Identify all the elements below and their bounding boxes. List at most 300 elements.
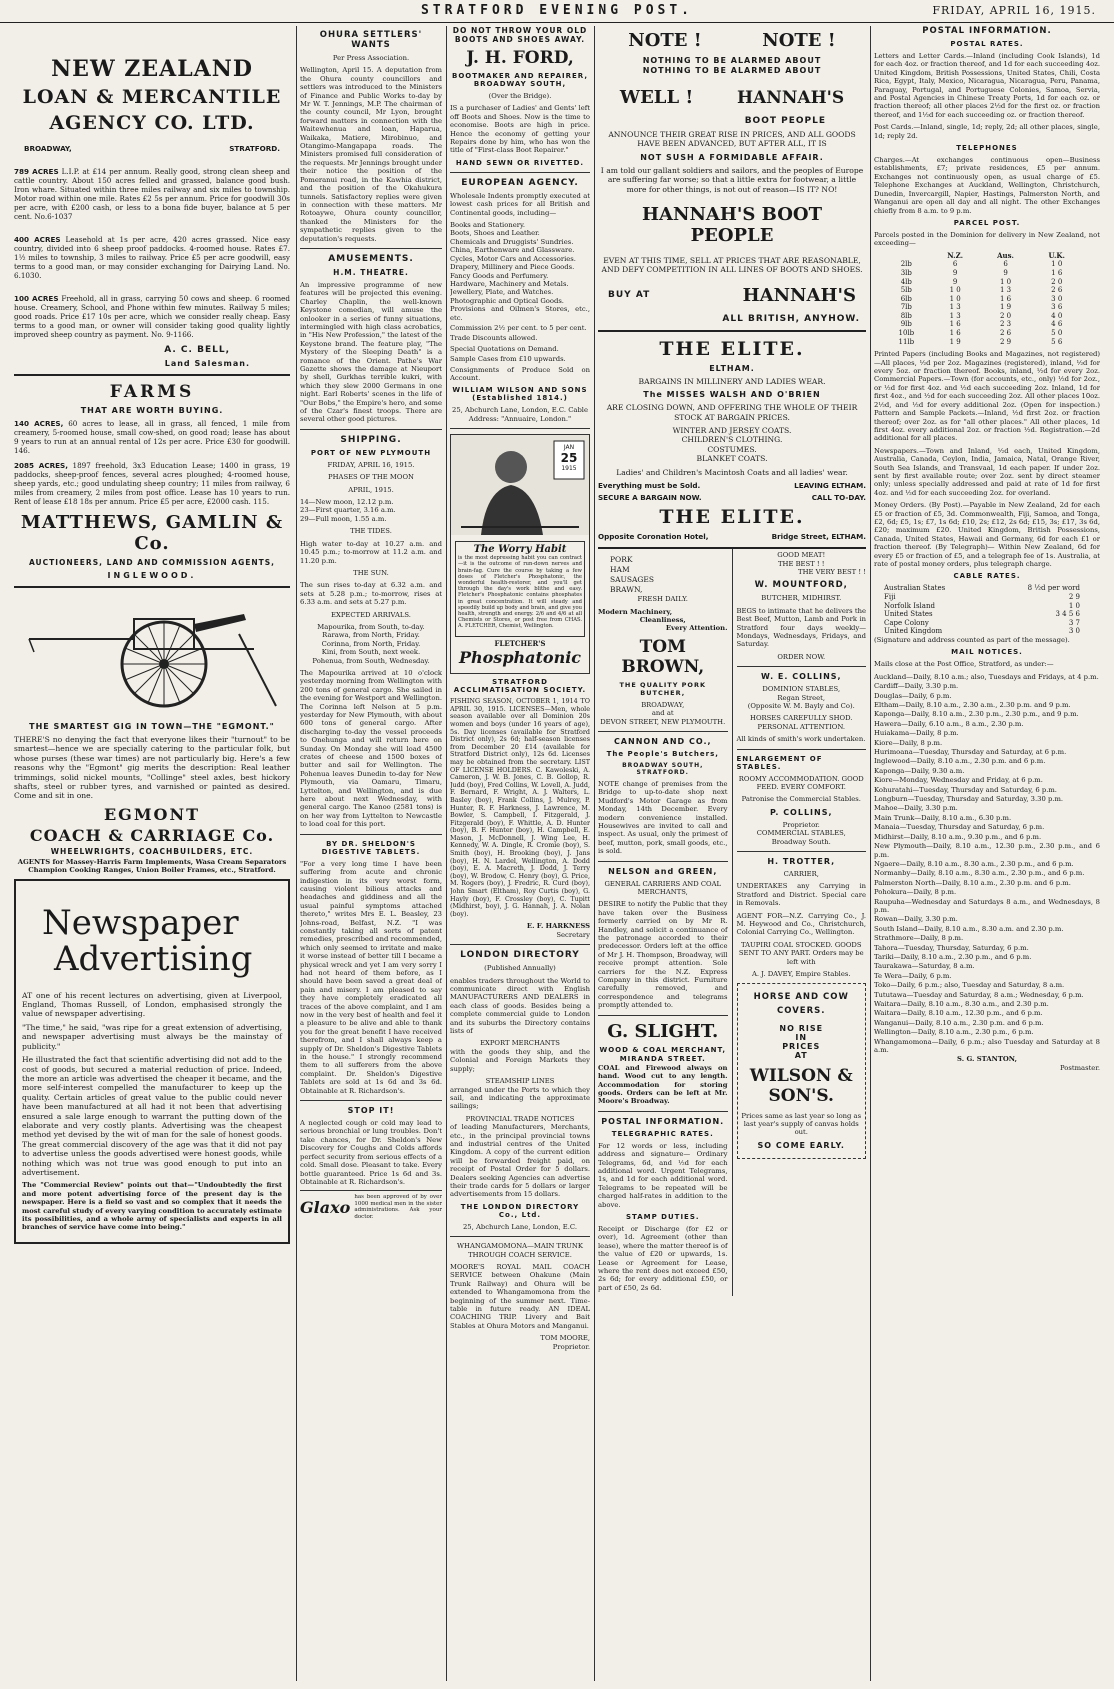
calendar: JAN 25 1915 — [560, 444, 578, 473]
arrival: Kini, from South, next week. — [321, 648, 421, 657]
parcel-cell: 4lb — [900, 277, 912, 286]
cable-place: United States — [884, 610, 933, 619]
parcel-cell: 3lb — [900, 268, 912, 277]
column-rule — [594, 26, 595, 1681]
egmont-trade: WHEELWRIGHTS, COACHBUILDERS, ETC. — [50, 846, 254, 856]
parcel-cell: 9 — [952, 268, 958, 277]
parcel-row — [882, 312, 1082, 321]
cable-rate: 3 0 — [1068, 627, 1080, 636]
parcel-cell: 1 3 — [949, 303, 961, 312]
eu-good-item: Boots, Shoes and Leather. — [450, 229, 540, 238]
postcards: Post Cards.—Inland, single, 1d; reply, 2d; all other places, single, 1d; reply 2d. — [874, 123, 1100, 140]
column-rule — [446, 26, 447, 1681]
letters: Letters and Letter Cards.—Inland (including Cook Islands), 1d for each 4oz. or fraction thereof, and 1d for each succeeding 4oz. United Kingdom, British Possessions, United States, Chili, Costa Rica, Egypt, Italy, Mexico, Nicaragua, Nicaragua, Peru, Panama, Paraguay, Portugal, and Portuguese Colonies, Samoa, Servia, and Postal Agencies in Chinese Treaty Ports, 1d for each oz. or fraction thereof; all other places 2½d for the first oz. or fraction thereof, and 1½d for each succeeding oz. or fraction thereof. — [874, 52, 1100, 119]
wh-role: Proprietor. — [552, 1342, 590, 1351]
listing: 100 ACRES Freehold, all in grass, carrying 50 cows and sheep. 6 roomed house. Creamery, School, and Phone within few minutes. Railway 5 miles; good roads. Price £17 10s per acre, which we consider really cheap. Easy terms to a good man, or owner will consider taking good quality lightly improved sheep country as payment. No. 9-1166. — [14, 294, 290, 339]
mail-item: Huiakama—Daily, 8 p.m. — [874, 729, 959, 738]
postal-rates: POSTAL RATES. — [950, 40, 1024, 48]
elite-2: THE ELITE. — [659, 506, 805, 529]
parcel-cell: 4 0 — [1051, 311, 1063, 320]
mail-item: Waitara—Daily, 8.10 a.m., 12.30 p.m., and 6 p.m. — [874, 1009, 1043, 1018]
amuse-sub: H.M. THEATRE. — [333, 267, 409, 277]
col4-right — [733, 549, 867, 1296]
cable-row — [882, 593, 1082, 602]
news: Newspapers.—Town and Inland, ½d each, United Kingdom, Australia, Canada, Ceylon, India, Jamaica, Natal, Orange River, South Sea Islands, and Transvaal, 1d each paper. If under 2oz. sent by first available route; over 2oz. sent by direct steamer only; unless specially addressed and paid at rate of 1d for first 4oz. and ½d for each succeeding 2oz. for overland. — [874, 446, 1100, 497]
sun-title: THE SUN. — [353, 568, 389, 577]
worry-brand: FLETCHER'S — [494, 638, 546, 648]
parcel-row — [882, 295, 1082, 304]
eu-term-item: Consignments of Produce Sold on Account. — [450, 365, 590, 382]
glaxo-logo: Glaxo — [300, 1197, 351, 1217]
mail-item: Kohuratahi—Tuesday, Thursday and Saturday, 6 p.m. — [874, 785, 1057, 794]
cable-place: Norfolk Island — [884, 601, 935, 610]
tele-text: For 12 words or less, including address and signature— Ordinary Telegrams, 6d, and ½d for each additional word. Urgent Telegrams, 1s, and 1d for each additional word. Telegrams to be repeated will be charged half-rates in addition to the above. — [598, 1141, 728, 1209]
newspaper-advertising-box — [14, 879, 290, 1244]
parcel-cell: 6 — [1003, 260, 1008, 269]
mail-item: Inglewood—Daily, 8.10 a.m., 2.30 p.m. and 6 p.m. — [874, 757, 1046, 766]
ship-title: SHIPPING. — [340, 434, 402, 445]
wilson-box — [737, 983, 867, 1159]
hbp: HANNAH'S BOOT PEOPLE — [642, 204, 822, 247]
ford-text: IS a purchaser of Ladies' and Gents' left off Boots and Shoes. Now is the time to economise. Boots are high in price. Hence the economy of getting your Repairs done by him, who has won the title of "First-class Boot Repairer." — [450, 104, 590, 155]
listing: 140 ACRES, 60 acres to lease, all in grass, all fenced, 1 mile from creamery, 5-roomed house, small cow-shed, on good road; lease has about 9 years to run at an annual rental of 12s per acre. Price £30 for goodwill. 146. — [14, 419, 290, 455]
mail-item: Auckland—Daily, 8.10 a.m.; also, Tuesdays and Fridays, at 4 p.m. — [874, 672, 1099, 681]
mail-item: New Plymouth—Daily, 8.10 a.m., 12.30 p.m., 2.30 p.m., and 6 p.m. — [874, 842, 1100, 859]
parcel-cell: 2lb — [900, 260, 912, 269]
hannahs-2: HANNAH'S — [742, 284, 856, 306]
mail-item: Strathmore—Daily, 8 p.m. — [874, 934, 964, 943]
eu-good-item: Fancy Goods and Perfumery. — [450, 271, 549, 280]
mail-item: Manaia—Tuesday, Thursday and Saturday, 6 p.m. — [874, 823, 1045, 832]
moon-item: 23—First quarter, 3.16 a.m. — [300, 506, 396, 515]
even: EVEN AT THIS TIME, SELL AT PRICES THAT ARE REASONABLE, AND DEFY COMPETITION IN ALL LINES OF BOOTS AND SHOES. — [601, 256, 863, 275]
same: Prices same as last year so long as last year's supply of canvas holds out. — [741, 1111, 862, 1137]
parcel-cell: 7lb — [900, 303, 912, 312]
bargains: BARGAINS IN MILLINERY AND LADIES WEAR. — [638, 376, 826, 386]
cable-row — [882, 610, 1082, 619]
na-title-2: Advertising — [54, 938, 253, 979]
parcel-cell: 9 — [952, 277, 958, 286]
trotter: H. TROTTER, — [767, 857, 836, 867]
note-2: NOTE ! — [762, 30, 836, 51]
ship-date: FRIDAY, APRIL 16, 1915. — [327, 460, 415, 469]
moon-title: PHASES OF THE MOON — [328, 473, 414, 482]
smith: All kinds of smith's work undertaken. — [736, 735, 866, 744]
arrival: Mapourika, from South, to-day. — [317, 622, 425, 631]
mail-item: Wellington—Daily, 8.10 a.m., 2.30 p.m., 6 p.m. — [874, 1028, 1034, 1037]
masthead-title: STRATFORD EVENING POST. — [420, 3, 693, 18]
eu-good-item: Drapery, Millinery and Piece Goods. — [450, 263, 575, 272]
eu-terms-list — [450, 324, 590, 382]
eu-good-item: Jewellery, Plate, and Watches. — [450, 288, 554, 297]
parcel-row — [882, 260, 1082, 269]
no-rise: NO RISE — [779, 1023, 824, 1033]
parcel-row — [882, 338, 1082, 347]
taupiri: TAUPIRI COAL STOCKED. GOODS SENT TO ANY PART. Orders may be left with — [738, 940, 864, 966]
wh-text: MOORE'S ROYAL MAIL COACH SERVICE between Ohakune (Main Trunk Railway) and Ohura will be extended to Whangamomona from the beginning of the summer next. Time-table in future ready. AN IDEAL COACHING TRIP. Livery and Bait Stables at Ohura Motors and Manganui. — [450, 1263, 590, 1330]
mail-intro: Mails close at the Post Office, Stratford, as under:— — [874, 660, 1054, 669]
wh-sign: TOM MOORE, — [540, 1334, 590, 1343]
listing: 400 ACRES Leasehold at 1s per acre, 420 acres grassed. Nice easy country, divided into 6 sheep proof paddocks. 4-roomed house. Rates £7. 1½ miles to township, 3 miles to railway. Price £5 per acre goodwill, easy terms to a good man, or may consider exchanging for Dairying Land. No. 6.1030. — [14, 235, 290, 280]
macintosh: Ladies' and Children's Macintosh Coats and all ladies' wear. — [616, 467, 848, 477]
parcel-cell: 1 6 — [999, 294, 1012, 303]
at: AT — [794, 1050, 808, 1060]
parcel-row — [882, 320, 1082, 329]
slight: G. SLIGHT. — [607, 1020, 719, 1042]
acc-title: STRATFORD ACCLIMATISATION SOCIETY. — [453, 678, 587, 695]
parcel-cell: 6 — [952, 260, 958, 269]
mail-item: Rowan—Daily, 3.30 p.m. — [874, 915, 958, 924]
best-1: THE BEST ! ! — [777, 559, 825, 568]
eu-good-item: Books and Stationery. — [450, 221, 526, 230]
cable-place: Fiji — [884, 593, 896, 601]
amuse-title: AMUSEMENTS. — [328, 253, 414, 264]
cable-place: Cape Colony — [884, 618, 929, 627]
mail-item: Wanganui—Daily, 8.10 a.m., 2.30 p.m. and 6 p.m. — [874, 1018, 1044, 1027]
agent: AGENT FOR—N.Z. Carrying Co., J. M. Heywood and Co., Christchurch, Colonial Carrying Co., Wellington. — [736, 911, 866, 937]
mail-item: Ngaere—Daily, 8.10 a.m., 8.30 a.m., 2.30 p.m., and 6 p.m. — [874, 859, 1074, 868]
parcel-cell: 9 — [1003, 268, 1008, 277]
column-3 — [450, 26, 590, 1676]
all-british: ALL BRITISH, ANYHOW. — [722, 313, 860, 324]
coat-item: CHILDREN'S CLOTHING. — [681, 435, 783, 445]
throw-title: DO NOT THROW YOUR OLD BOOTS AND SHOES AWAY. — [452, 26, 588, 44]
parcel-cell: 2 6 — [1051, 286, 1063, 295]
note-sub-1: NOTHING TO BE ALARMED ABOUT — [642, 56, 822, 65]
parcel-table — [882, 252, 1082, 347]
eu-term-item: Commission 2½ per cent. to 5 per cent. — [450, 323, 587, 332]
mail-item: Kiore—Daily, 8 p.m. — [874, 738, 943, 747]
eu-addr: 25, Abchurch Lane, London, E.C. Cable Address: "Annuaire, London." — [452, 406, 588, 423]
parcel-header-row — [882, 252, 1082, 261]
sheldon-text: "For a very long time I have been suffering from acute and chronic indigestion in its very worst form, causing violent bilious attacks and headaches and giddiness and all the usual painful symptoms attached thereto," writes Mrs E. L. Beasley, 23 Johns-road, Belfast, N.Z. "I was constantly taking all sorts of patent remedies, prescribed and recommended, which only seemed to irritate and make it worse instead of better till I became a physical wreck and yet I am very sorry I had not heard of them before, as I should have been saved a great deal of pain and misery. I am pleased to say they have completely eradicated all traces of the above complaint, and I am now in the very best of health and feel it a pleasure to be alive and able to thank you for the great benefit I have received therefrom, and I shall always keep a supply of Dr. Sheldon's Digestive Tablets in the house." I strongly recommend them to all sufferers from the above complaint. Dr. Sheldon's Digestive Tablets are sold at 1s 6d and 3s 6d. Obtainable at R. Richardson's. — [300, 859, 442, 1095]
mail-item: Palmerston North—Daily, 8.10 a.m., 2.30 p.m. and 6 p.m. — [874, 878, 1071, 887]
parcel-cell: 1 6 — [949, 329, 961, 338]
nz-title-1: NEW ZEALAND — [51, 56, 253, 82]
acc-sign: E. F. HARKNESS — [526, 922, 590, 931]
nz-title-2: LOAN & MERCANTILE — [22, 86, 282, 108]
not-sush: NOT SUSH A FORMIDABLE AFFAIR. — [640, 152, 824, 162]
parcel-cell: 5 0 — [1051, 329, 1063, 338]
ford-sewn: HAND SEWN OR RIVETTED. — [455, 158, 585, 167]
cable-row — [882, 627, 1082, 636]
column-rule — [296, 26, 297, 1681]
column-5 — [874, 26, 1100, 1676]
mail-item: Mahoe—Daily, 3.30 p.m. — [874, 804, 958, 813]
na-para: The "Commercial Review" points out that—"Undoubtedly the first and more potent advertising force of the present day is the newspaper. Here is a field so vast and so complex that it needs the most careful study of every varying condition to accurately estimate its possibilities, and a whole army of specialists and experts in all branches of service have come into being." — [22, 1181, 282, 1232]
ng: NELSON and GREEN, — [608, 866, 718, 876]
phosphatonic-ad — [450, 434, 590, 674]
misses: The MISSES WALSH AND O'BRIEN — [643, 390, 821, 400]
ford-bridge: (Over the Bridge). — [488, 92, 552, 100]
farms-title: FARMS — [109, 382, 195, 402]
davey: A. J. DAVEY, Empire Stables. — [751, 970, 851, 979]
cable-rate: 2 9 — [1068, 593, 1080, 601]
mail-item: Kaponga—Daily, 9.30 a.m. — [874, 766, 965, 775]
nz-title-3: AGENCY CO. LTD. — [49, 112, 255, 134]
prices: PRICES — [782, 1041, 821, 1051]
ld-prov-text: of leading Manufacturers, Merchants, etc., in the principal provincial towns and industrial centres of the United Kingdom. A copy of the current edition will be forwarded freight paid, on receipt of Postal Order for 5 dollars. Dealers seeking Agencies can advertise their trade cards for 5 dollars or larger advertisements from 15 dollars. — [450, 1123, 590, 1199]
signer: A. C. BELL, — [164, 345, 230, 355]
tele-text: Charges.—At exchanges continuous open—Business establishments, £7; private residences, £5 per annum. Exchanges not continuously open, as usual charge of £5. Telephone Exchanges at Auckland, Wellington, Christchurch, Dunedin, Invercargill, Napier, Hastings, Palmerston North, and Wanganui are open all day and all night. The other Exchanges chiefly from 8 a.m. to 9 p.m. — [874, 156, 1100, 215]
ld-title: LONDON DIRECTORY — [460, 950, 580, 961]
cable-row — [882, 584, 1082, 593]
masthead-date: FRIDAY, APRIL 16, 1915. — [932, 4, 1096, 17]
cable-rate: 1 0 — [1068, 601, 1080, 610]
ford-sub: BOOTMAKER AND REPAIRER, BROADWAY SOUTH, — [452, 72, 588, 88]
parcel-cell: 3 0 — [1051, 294, 1063, 303]
eu-term-item: Special Quotations on Demand. — [450, 344, 559, 353]
egmont-title: EGMONT — [103, 804, 201, 824]
stop-title: STOP IT! — [347, 1106, 395, 1116]
tele-rates: TELEGRAPHIC RATES. — [611, 1129, 714, 1138]
parcel-cell: 1 3 — [949, 311, 961, 320]
tom-brown: TOM BROWN, — [621, 636, 705, 677]
coat-item: WINTER AND JERSEY COATS. — [672, 426, 792, 436]
ld-pub: (Published Annually) — [484, 964, 556, 973]
eu-good-item: Chemicals and Druggists' Sundries. — [450, 237, 574, 246]
mail-item: Douglas—Daily, 6 p.m. — [874, 691, 952, 700]
parcel-cell: 1 0 — [1051, 260, 1063, 269]
regan: Regan Street, — [777, 693, 826, 702]
carrier: CARRIER, — [783, 870, 819, 879]
parcel-row — [882, 278, 1082, 287]
bridge-st: Bridge Street, ELTHAM. — [771, 532, 866, 542]
glaxo-text: has been approved of by over 1000 medical men in the sister administrations. Ask your doctor. — [354, 1194, 442, 1220]
enlarge: ENLARGEMENT OF STABLES. — [736, 754, 823, 771]
mail: MAIL NOTICES. — [951, 648, 1023, 657]
gig-illustration — [14, 594, 290, 714]
parcel-cell: 9lb — [900, 320, 912, 329]
mail-item: Taurakawa—Saturday, 8 a.m. — [874, 962, 975, 971]
mail-item: Cardiff—Daily, 3.30 p.m. — [874, 682, 959, 691]
arr-title: EXPECTED ARRIVALS. — [331, 610, 411, 619]
mail-item: Eltham—Daily, 8.10 a.m., 2.30 a.m., 2.30 p.m. and 9 p.m. — [874, 701, 1071, 709]
comm: COMMERCIAL STABLES, — [756, 829, 846, 838]
note-1: NOTE ! — [628, 30, 702, 51]
column-4 — [598, 26, 866, 1676]
eu-good-item: Provisions and Oilmen's Stores, etc., etc. — [450, 305, 590, 322]
tides-title: THE TIDES. — [350, 527, 392, 536]
column-1 — [14, 26, 290, 1676]
ng-text: DESIRE to notify the Public that they have taken over the Business formerly carried on by Mr R. Handley, and solicit a continuance of the patronage accorded to their predecessor. Orders left at the office of Mr J. H. Thompson, Broadway, will receive prompt attention. Sole carriers for the N.Z. Express Company in this district. Furniture carefully removed, and correspondence and telegrams promptly attended to. — [598, 900, 728, 1010]
cannon-text: NOTE change of premises from the Bridge to up-to-date shop next Mudford's Motor Garage as from Monday, 14th December. Every modern convenience installed. Housewives are invited to call and inspect. As usual, only the primest of beef, mutton, pork, small goods, etc., is sold. — [598, 779, 728, 856]
farms-sub: THAT ARE WORTH BUYING. — [80, 406, 224, 415]
cable-rate: 3 4 5 6 — [1055, 610, 1080, 619]
parcel-row — [882, 303, 1082, 312]
gig-text: THERE'S no denying the fact that everyone likes their "turnout" to be smartest—hence we are specially catering to the particular folk, but whose purses (these war times) are not particularly big. Here's a few reasons why the "Egmont" gig merits the description: Real leather trimmings, solid nickel mounts, "Collinge" steel axles, best hickory shafts, steel or rubber tyres, and varnished or painted as desired. Come and sit in one. — [14, 735, 290, 801]
prop: Proprietor. — [782, 820, 820, 829]
column-rule — [870, 26, 871, 1681]
dom-stables: DOMINION STABLES, — [762, 685, 841, 694]
ohura-by: Per Press Association. — [332, 54, 410, 62]
egmont-agents: AGENTS for Massey-Harris Farm Implements, Wasa Cream Separators Champion Cooking Ranges, Union Boiler Frames, etc., Stratford. — [17, 857, 287, 875]
na-para: "The time," he said, "was ripe for a great extension of advertising, and newspaper advertising must always be the mainstay of publicity." — [22, 1022, 282, 1051]
cable-place: Australian States — [884, 584, 946, 593]
mail-item: Normanby—Daily, 8.10 a.m., 8.30 a.m., 2.30 p.m., and 6 p.m. — [874, 869, 1085, 878]
in: IN — [795, 1032, 808, 1042]
cable-table — [882, 584, 1082, 636]
parcel-cell: 10lb — [898, 329, 915, 338]
eu-good-item: China, Earthenware and Glassware. — [450, 246, 575, 255]
na-para: He illustrated the fact that scientific advertising did not add to the cost of goods, but secured a material reduction of price. Indeed, the more an article was advertised the cheaper it became, and the more self-interest compelled the manufacturer to keep up the quality. Certain articles of great value to the public could never have been manufactured at all had it not been that advertising ensured a sale large enough to warrant the putting down of the elaborate and very costly plants. Advertising was the cheapest method yet devised by the wit of man for the sale of honest goods. The great commercial discovery of the age was that it did not pay to advertise unless the goods advertised were honest goods, while nothing which was not true was good enough to put into an advertisement. — [22, 1055, 282, 1177]
collins: W. E. COLLINS, — [760, 672, 842, 682]
mountford: W. MOUNTFORD, — [754, 580, 848, 591]
arrival: Corinna, from North, Friday. — [321, 639, 421, 648]
parcel-cell: 2 0 — [999, 311, 1012, 320]
ford-title: J. H. FORD, — [466, 48, 574, 68]
tom-sub: THE QUALITY PORK BUTCHER, — [619, 680, 706, 697]
parcel-text: Parcels posted in the Dominion for delivery in New Zealand, not exceeding— — [874, 230, 1100, 248]
cable-row — [882, 619, 1082, 628]
gig-head: THE SMARTEST GIG IN TOWN—THE "EGMONT." — [29, 722, 275, 731]
opp: (Opposite W. M. Bayly and Co). — [747, 701, 855, 710]
bsouth: Broadway South. — [771, 837, 831, 846]
mail-item: Tututawa—Tuesday and Saturday, 8 a.m.; Wednesday, 6 p.m. — [874, 990, 1084, 999]
telephone: TELEPHONES — [956, 144, 1018, 153]
ld-prov: PROVINCIAL TRADE NOTICES — [465, 1114, 575, 1123]
ld-addr: 25, Abchurch Lane, London, E.C. — [462, 1222, 578, 1231]
amuse-text: An impressive programme of new features will be projected this evening. Charley Chaplin, the well-known Keystone comedian, will amuse the onlooker in a series of funny situations, intermingled with high class acrobatics, in "His New Profession," the latest of the Keystone brand. The feature play, "The Mystery of the Sleeping Death" is a romance of the Orient. Pathe's War Gazette shows the damage at Nieuport by shell, Gurkhas terrible kukri, with which they slew 2000 Germans in one night. Earl Roberts' scenes in the life of "Our Bobs," the Empire's hero, and some of the Czar's finest troops. There are several other good pictures. — [300, 280, 442, 424]
acc-text: FISHING SEASON, OCTOBER 1, 1914 TO APRIL 30, 1915. LICENSES—Men, whole season available over all Dominion 20s women and boys (under 16 years of age), 5s. Day licenses (available for Stratford District only), 2s 6d; half-season licenses from December 20 £14 (available for Stratford District only), 12s 6d. Licenses may be obtained from the secretary. LIST OF LICENSE HOLDERS. C. Kawoleski, A. Cameron, J. W. B. Jones, C. B. Gollop, R. Judd (boy), Fred Collins, W. Lovell, A. Judd, F. Bernard, F. Wright, A. J. Walters, L. Basley (boy), Frank Collins, J. Mulrey, P. Hunter, R. F. Harkness, J. Lawrence, M. Bowler, S. Campbell, I. Fitzgerald, J. Fitzgerald (boy), F. Whittle, A. D. Hunter (boy), B. F. Hunter (boy), H. Campbell, E. Mason, J. McDonnell, J. Wing Lee, H. Kennedy, W. A. Dingle, R. Cromie (boy), S. Smith (boy), H. Brooking (boy), J. Jans (boy), H. N. Lardel, Wellington, A. Dodd (boy), E. A. Macreth, J. Dodd, J. Terry (boy), W. Brodow, C. Henry (boy), G. Price, M. Rogers (boy), J. Fredric, R. Curd (boy), John Smart (Eltham), Roy Curtis (boy), G. Hayly (boy), F. Crossley (boy), C. Tupitt (Midhirst, boy), J. G. Hannah, J. A. Nolan (boy). — [450, 697, 590, 918]
postal-title: POSTAL INFORMATION. — [922, 26, 1052, 36]
na-title-1: Newspaper — [42, 902, 239, 943]
mg-town: INGLEWOOD. — [107, 571, 197, 580]
mail-list — [874, 673, 1100, 1055]
mail-item: Kiore—Monday, Wednesday and Friday, at 6 p.m. — [874, 776, 1043, 785]
tom-bw: BROADWAY, — [641, 700, 685, 709]
stamp: STAMP DUTIES. — [625, 1212, 700, 1221]
mail-item: Tahora—Tuesday, Thursday, Saturday, 6 p.m. — [874, 943, 1029, 952]
parcel-header-cell: U.K. — [1048, 250, 1065, 260]
announce: ANNOUNCE THEIR GREAT RISE IN PRICES, AND ALL GOODS HAVE BEEN ADVANCED, BUT AFTER ALL, IT IS — [608, 130, 856, 149]
covers: COVERS. — [776, 1005, 826, 1016]
parcel-cell: 1 6 — [1051, 268, 1063, 277]
best-2: THE VERY BEST ! ! — [798, 567, 866, 576]
fresh: FRESH DAILY. — [637, 595, 688, 604]
cable: CABLE RATES. — [953, 572, 1021, 581]
ld-co: THE LONDON DIRECTORY Co., Ltd. — [460, 1202, 580, 1219]
worry-title: The Worry Habit — [473, 544, 567, 556]
acc-role: Secretary — [556, 930, 590, 939]
arrival: Rarawa, from North, Friday. — [322, 631, 420, 640]
coat-item: COSTUMES. — [707, 444, 757, 454]
mail-sign: S. G. STANTON, — [957, 1055, 1017, 1064]
eltham: ELTHAM. — [709, 363, 755, 373]
leaving: LEAVING ELTHAM. — [794, 481, 866, 491]
parcel-cell: 2 0 — [1051, 277, 1063, 286]
mail-item: Hawera—Daily, 6.10 a.m., 8 a.m., 2.30 p.m. — [874, 719, 1024, 728]
parcel-cell: 1 6 — [949, 320, 961, 329]
sold: Everything must be Sold. — [598, 481, 701, 491]
moon-item: 14—New moon, 12.12 p.m. — [300, 498, 394, 507]
trotter-text: UNDERTAKES any Carrying in Stratford and District. Special care in Removals. — [736, 882, 866, 908]
column-2 — [300, 26, 442, 1676]
mail-item: Longburn—Tuesday, Thursday and Saturday, 3.30 p.m. — [874, 795, 1064, 804]
worry-box — [455, 541, 585, 636]
tom-and: and at — [651, 709, 674, 718]
mg-sub: AUCTIONEERS, LAND AND COMMISSION AGENTS, — [28, 558, 276, 567]
slight-text: COAL and Firewood always on hand. Wood cut to any length. Accommodation for storing goods. Orders can be left at Mr. Moore's Broadway. — [598, 1063, 728, 1106]
egmont-co: COACH & CARRIAGE Co. — [29, 825, 275, 845]
stamp-text: Receipt or Discharge (for £2 or over), 1d. Agreement (other than lease), where the matter thereof is of the value of £20 or upwards, 1s. Lease or Agreement for Lease, where the rent does not exceed £50, 2s 6d; for every additional £50, or part of £50, 2s 6d. — [598, 1224, 728, 1292]
parcel-cell: 2 9 — [999, 337, 1012, 346]
parcel-cell: 3 6 — [1051, 303, 1063, 312]
parcel-cell: 2 6 — [999, 329, 1012, 338]
eu-good-item: Cycles, Motor Cars and Accessories. — [450, 254, 576, 263]
eu-text: Wholesale Indents promptly executed at lowest cash prices for all British and Continental goods, including— — [450, 191, 590, 217]
ohura-title: OHURA SETTLERS' WANTS — [319, 30, 423, 50]
tides-text: High water to-day at 10.27 a.m. and 10.45 p.m.; to-morrow at 11.2 a.m. and 11.20 p.m. — [300, 539, 442, 565]
mail-item: Toko—Daily, 6 p.m.; also, Tuesday and Saturday, 8 a.m. — [874, 981, 1065, 990]
horses: HORSES CAREFULLY SHOD. PERSONAL ATTENTION. — [750, 714, 853, 731]
moon-item: 29—Full moon, 1.55 a.m. — [300, 514, 387, 523]
mail-item: Kaponga—Daily, 8.10 a.m., 2.30 p.m., 2.30 p.m., and 9 p.m. — [874, 710, 1079, 719]
sun-text: The sun rises to-day at 6.32 a.m. and sets at 5.28 p.m.; to-morrow, rises at 6.33 a.m. and sets at 5.27 p.m. — [300, 581, 442, 607]
told: I am told our gallant soldiers and sailors, and the peoples of Europe are suffering far worse; so that a little extra for footwear, a little more for other things, is not out of reason—IS IT? NO! — [600, 165, 864, 194]
cable-rate: 3 7 — [1068, 618, 1080, 627]
nz-right: STRATFORD. — [229, 144, 280, 153]
ng-sub: GENERAL CARRIERS AND COAL MERCHANTS, — [604, 879, 722, 896]
parcel-cell: 1 9 — [999, 303, 1012, 312]
printed: Printed Papers (including Books and Magazines, not registered)—All places, ½d per 2oz. Magazines (registered), inland, ½d for every 5oz. or fraction thereof. Books, inland, ½d for every 2oz. Commercial Papers.—Town (for accounts, etc., only) ½d for 2oz., or ½d for first 4oz. and ½d each succeeding 2oz. Inland, 1d for first 4oz., and ½d for each succeeding 2oz. All other places 10oz. 2½d, and ½d for every additional 2oz. (Open for inspection.) Pattern and Sample Packets.—Inland, ½d first 2oz. or fraction thereof; over 2oz. as for "all other places." All other places, 1d first 4oz. every additional 2oz. or fraction ½d. Registration.—2d additional for all places. — [874, 350, 1100, 443]
mail-item: Hurimoana—Tuesday, Thursday and Saturday, at 6 p.m. — [874, 748, 1067, 757]
parcel-header-cell — [882, 252, 931, 261]
nz-left: BROADWAY, — [24, 144, 72, 153]
order: ORDER NOW. — [777, 652, 826, 661]
ship-news: The Mapourika arrived at 10 o'clock yesterday morning from Wellington with 200 tons of general cargo. She sailed in the evening for Westport and Wellington. The Corinna left Nelson at 5 p.m. yesterday for New Plymouth, with about 600 tons of general cargo. After discharging to-day the vessel proceeds to Onehunga and will return here on Sunday. On Monday she will load 4500 crates of cheese and 1500 boxes of butter and sail for Wellington. The Pohenua leaves Dunedin to-day for New Plymouth, via Oamaru, Timaru, Lyttelton, and Wellington, and is due here about next Wednesday, with general cargo. The Kanoo (2581 tons) is on her way from Lyttelton to Newcastle to load coal for this port. — [300, 668, 442, 829]
attention: Every Attention. — [665, 624, 728, 633]
col4-left — [598, 549, 733, 1296]
mail-item: Pohokura—Daily, 8 p.m. — [874, 888, 957, 897]
call: CALL TO-DAY. — [811, 493, 866, 503]
horse-cow: HORSE AND COW — [753, 991, 849, 1002]
parcel-row — [882, 286, 1082, 295]
buy-at: BUY AT — [608, 290, 651, 301]
cable-rate: 8 ½d per word — [1027, 584, 1080, 593]
listing: 789 ACRES L.I.P. at £14 per annum. Really good, strong clean sheep and cattle country. About 150 acres felled and grassed, balance good bush. Iron whare. Situated within three miles railway and six miles to township. Motor road within one mile. Rates £2 5s per annum. Price for goodwill 30s per acre, with £200 cash, or less to a bona fide buyer, balance at 5 per cent. No.6-1037 — [14, 167, 290, 221]
cable-place: United Kingdom — [884, 627, 943, 636]
eu-term-item: Sample Cases from £10 upwards. — [450, 355, 566, 364]
wh-title: WHANGAMOMONA—MAIN TRUNK THROUGH COACH SERVICE. — [457, 1242, 583, 1259]
eu-sign: WILLIAM WILSON AND SONS (Established 1814.) — [452, 386, 588, 403]
parcel-cell: 1 0 — [949, 286, 961, 295]
parcel-cell: 1 3 — [999, 286, 1012, 295]
mail-item: Midhirst—Daily, 8.10 a.m., 9.30 p.m., and 6 p.m. — [874, 832, 1042, 841]
mount-text: BEGS to intimate that he delivers the Best Beef, Mutton, Lamb and Pork in Stratford four days weekly—Mondays, Wednesdays, Fridays, and Saturday. — [736, 606, 866, 649]
parcel-cell: 2 3 — [999, 320, 1012, 329]
cable-row — [882, 602, 1082, 611]
ld-export: EXPORT MERCHANTS — [480, 1039, 560, 1048]
mail-item: Waitara—Daily, 8.10 a.m., 8.30 a.m., and 2.30 p.m. — [874, 1000, 1049, 1008]
parcel-cell: 8lb — [900, 311, 912, 320]
ld-export-text: with the goods they ship, and the Colonial and Foreign Markets they supply; — [450, 1047, 590, 1073]
eu-good-item: Photographic and Optical Goods. — [450, 296, 564, 305]
parcel-cell: 1 0 — [999, 277, 1012, 286]
masthead — [0, 0, 1114, 23]
mail-sign-role: Postmaster. — [1059, 1063, 1100, 1072]
good-meat: GOOD MEAT! — [777, 551, 826, 560]
boot-people: BOOT PEOPLE — [744, 116, 826, 126]
parcel-cell: 4 6 — [1051, 320, 1063, 329]
parcel-row — [882, 329, 1082, 338]
parcel-cell: 5lb — [900, 286, 912, 295]
slight-st: MIRANDA STREET. — [619, 1054, 706, 1063]
patron: Patronise the Commercial Stables. — [741, 795, 861, 804]
tom-dev: DEVON STREET, NEW PLYMOUTH. — [600, 717, 726, 726]
closing: ARE CLOSING DOWN, AND OFFERING THE WHOLE OF THEIR STOCK AT BARGAIN PRICES. — [606, 403, 858, 422]
stop-text: A neglected cough or cold may lead to serious bronchial or lung troubles. Don't take chances, for Dr. Sheldon's New Discovery for Coughs and Colds affords perfect security from serious effects of a cold. Small dose. Pleasant to take. Every bottle guaranteed. Price 1s 6d and 3s. Obtainable at R. Richardson's. — [300, 1119, 442, 1186]
